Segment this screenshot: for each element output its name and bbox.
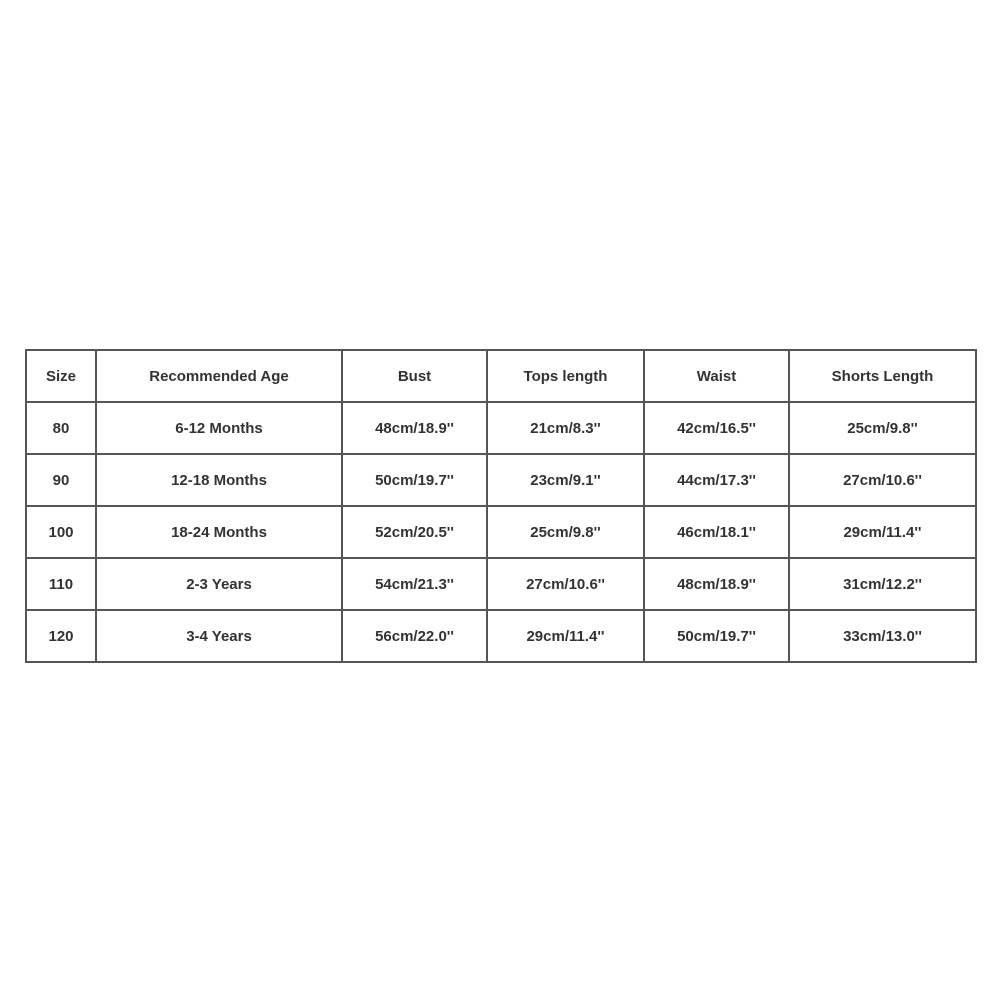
cell-bust: 56cm/22.0'' (342, 610, 487, 662)
cell-bust: 54cm/21.3'' (342, 558, 487, 610)
cell-tops-length: 29cm/11.4'' (487, 610, 644, 662)
header-row (26, 350, 976, 402)
cell-shorts-length: 27cm/10.6'' (789, 454, 976, 506)
cell-waist: 44cm/17.3'' (644, 454, 789, 506)
cell-recommended-age: 2-3 Years (96, 558, 342, 610)
cell-recommended-age: 12-18 Months (96, 454, 342, 506)
table-row (26, 454, 976, 506)
cell-size: 110 (26, 558, 96, 610)
size-chart-table (25, 349, 977, 663)
cell-recommended-age: 3-4 Years (96, 610, 342, 662)
cell-tops-length: 23cm/9.1'' (487, 454, 644, 506)
header-bust: Bust (342, 350, 487, 402)
cell-size: 100 (26, 506, 96, 558)
table-row (26, 610, 976, 662)
cell-shorts-length: 33cm/13.0'' (789, 610, 976, 662)
header-size: Size (26, 350, 96, 402)
cell-shorts-length: 31cm/12.2'' (789, 558, 976, 610)
header-shorts-length: Shorts Length (789, 350, 976, 402)
header-tops-length: Tops length (487, 350, 644, 402)
table-row (26, 402, 976, 454)
cell-size: 90 (26, 454, 96, 506)
cell-waist: 42cm/16.5'' (644, 402, 789, 454)
cell-tops-length: 27cm/10.6'' (487, 558, 644, 610)
cell-tops-length: 21cm/8.3'' (487, 402, 644, 454)
cell-bust: 52cm/20.5'' (342, 506, 487, 558)
cell-recommended-age: 18-24 Months (96, 506, 342, 558)
cell-tops-length: 25cm/9.8'' (487, 506, 644, 558)
cell-bust: 50cm/19.7'' (342, 454, 487, 506)
header-waist: Waist (644, 350, 789, 402)
cell-shorts-length: 29cm/11.4'' (789, 506, 976, 558)
cell-recommended-age: 6-12 Months (96, 402, 342, 454)
header-recommended-age: Recommended Age (96, 350, 342, 402)
table-row (26, 558, 976, 610)
cell-shorts-length: 25cm/9.8'' (789, 402, 976, 454)
cell-size: 120 (26, 610, 96, 662)
cell-waist: 46cm/18.1'' (644, 506, 789, 558)
table-row (26, 506, 976, 558)
cell-bust: 48cm/18.9'' (342, 402, 487, 454)
cell-waist: 48cm/18.9'' (644, 558, 789, 610)
cell-waist: 50cm/19.7'' (644, 610, 789, 662)
cell-size: 80 (26, 402, 96, 454)
